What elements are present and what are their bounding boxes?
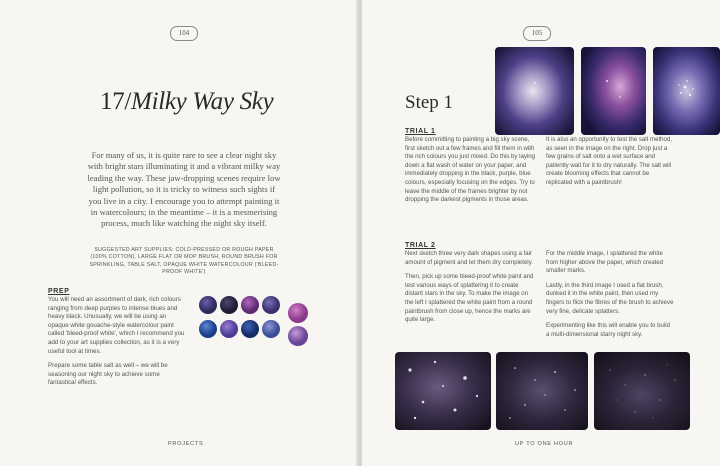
swatch-circle [241, 320, 259, 338]
trial1-painting-3 [653, 47, 720, 135]
right-page [362, 0, 720, 466]
trial1-col1 [405, 136, 537, 211]
step-title: Step 1 [405, 92, 454, 113]
trial2-paragraph: Lastly, in the third image I used a flat brush, dunked it in the white paint, then used my fingers to flick the fibres of the brush to achieve very fine, delicate splatters. [546, 281, 674, 315]
trial1-paragraph: Before committing to painting a big sky scene, first sketch out a few frames and fill them in with the rich colours you just mixed. Do this by laying down a flat wash of water on your paper, and immediately dropping in the black, purple, blue colours, especially focusing on the edges. Try to leave the middle of the frames brighter by not dropping the darkest pigments in those areas. [405, 136, 536, 204]
colour-swatches [197, 292, 317, 350]
page-number-left: 104 [170, 26, 198, 41]
swatch-circle [220, 320, 238, 338]
swatch-circle [262, 320, 280, 338]
swatch-circle [241, 296, 259, 314]
supplies-list: SUGGESTED ART SUPPLIES: COLD-PRESSED OR ROUGH PAPER (100% COTTON), LARGE FLAT OR MOP BRUSH, ROUND BRUSH FOR SPRINKLING, TABLE SALT, OPAQUE WHITE WATERCOLOUR ('BLEED-PROOF WHITE') [89, 247, 279, 276]
trial2-paragraph: Next sketch three very dark shapes using a fair amount of pigment and let them dry completely. [405, 250, 533, 266]
footer-left: PROJECTS [168, 441, 204, 447]
trial2-paintings [395, 350, 691, 433]
intro-paragraph: For many of us, it is quite rare to see a clear night sky with bright stars illuminating it and a vibrant milky way leading the way. These jaw-dropping scenes require low light pollution, so it is tricky to witness such sights if you live in a city. I encourage you to attempt painting it in watercolours; in the meantime – it is a mesmerising process, much like watching the night sky itself. [87, 150, 281, 229]
swatch-circle [262, 296, 280, 314]
footer-right: UP TO ONE HOUR [515, 441, 574, 447]
trial2-paragraph: For the middle image, I splattered the white from higher above the paper, which created smaller marks. [546, 250, 664, 275]
trial2-painting-1 [395, 352, 491, 430]
swatch-circle [220, 296, 238, 314]
page-number-right: 105 [523, 26, 551, 41]
title-text: Milky Way Sky [131, 88, 274, 115]
swatch-circle [288, 326, 308, 346]
trial1-painting-2 [581, 47, 646, 135]
trial1-paragraph: It is also an opportunity to test the salt method, as seen in the image on the right. Drop just a few grains of salt onto a wet surface and patiently wait for it to dry naturally. The salt will create blooming effects that cannot be replicated with a paintbrush! [546, 136, 673, 186]
prep-paragraph: You will need an assortment of dark, rich colours ranging from deep purples to intense blues and heavy black. Unusually, we will be using an opaque white gouache-style watercolour paint called 'bleed-proof white', which I recommend you add to your art supplies collection, as it is a very useful tool at times. [48, 296, 185, 355]
trial2-col1 [405, 250, 537, 331]
trial2-painting-3 [594, 352, 690, 430]
trial1-painting-1 [495, 47, 574, 135]
trial2-paragraph: Experimenting like this will enable you to build a multi-dimensional starry night sky. [546, 322, 670, 338]
swatch-circle [199, 320, 217, 338]
prep-heading: PREP [48, 288, 70, 295]
trial2-col2 [546, 250, 674, 345]
swatch-circle [199, 296, 217, 314]
trial1-heading: TRIAL 1 [405, 128, 436, 135]
left-page [0, 0, 358, 466]
trial2-paragraph: Then, pick up some bleed-proof white paint and test various ways of splattering it to create distant stars in the sky. To make the image on the left I splattered the white paint from a round paintbrush from close up, hence the marks are quite large. [405, 273, 534, 324]
prep-text [48, 296, 186, 394]
trial1-paintings [495, 45, 720, 137]
title-number: 17/ [100, 88, 132, 115]
swatch-circle [288, 303, 308, 323]
prep-paragraph: Prepare some table salt as well – we will be seasoning our night sky to achieve some fantastical effects. [48, 362, 168, 387]
project-title [100, 88, 273, 116]
trial2-heading: TRIAL 2 [405, 242, 436, 249]
trial1-col2 [546, 136, 674, 194]
